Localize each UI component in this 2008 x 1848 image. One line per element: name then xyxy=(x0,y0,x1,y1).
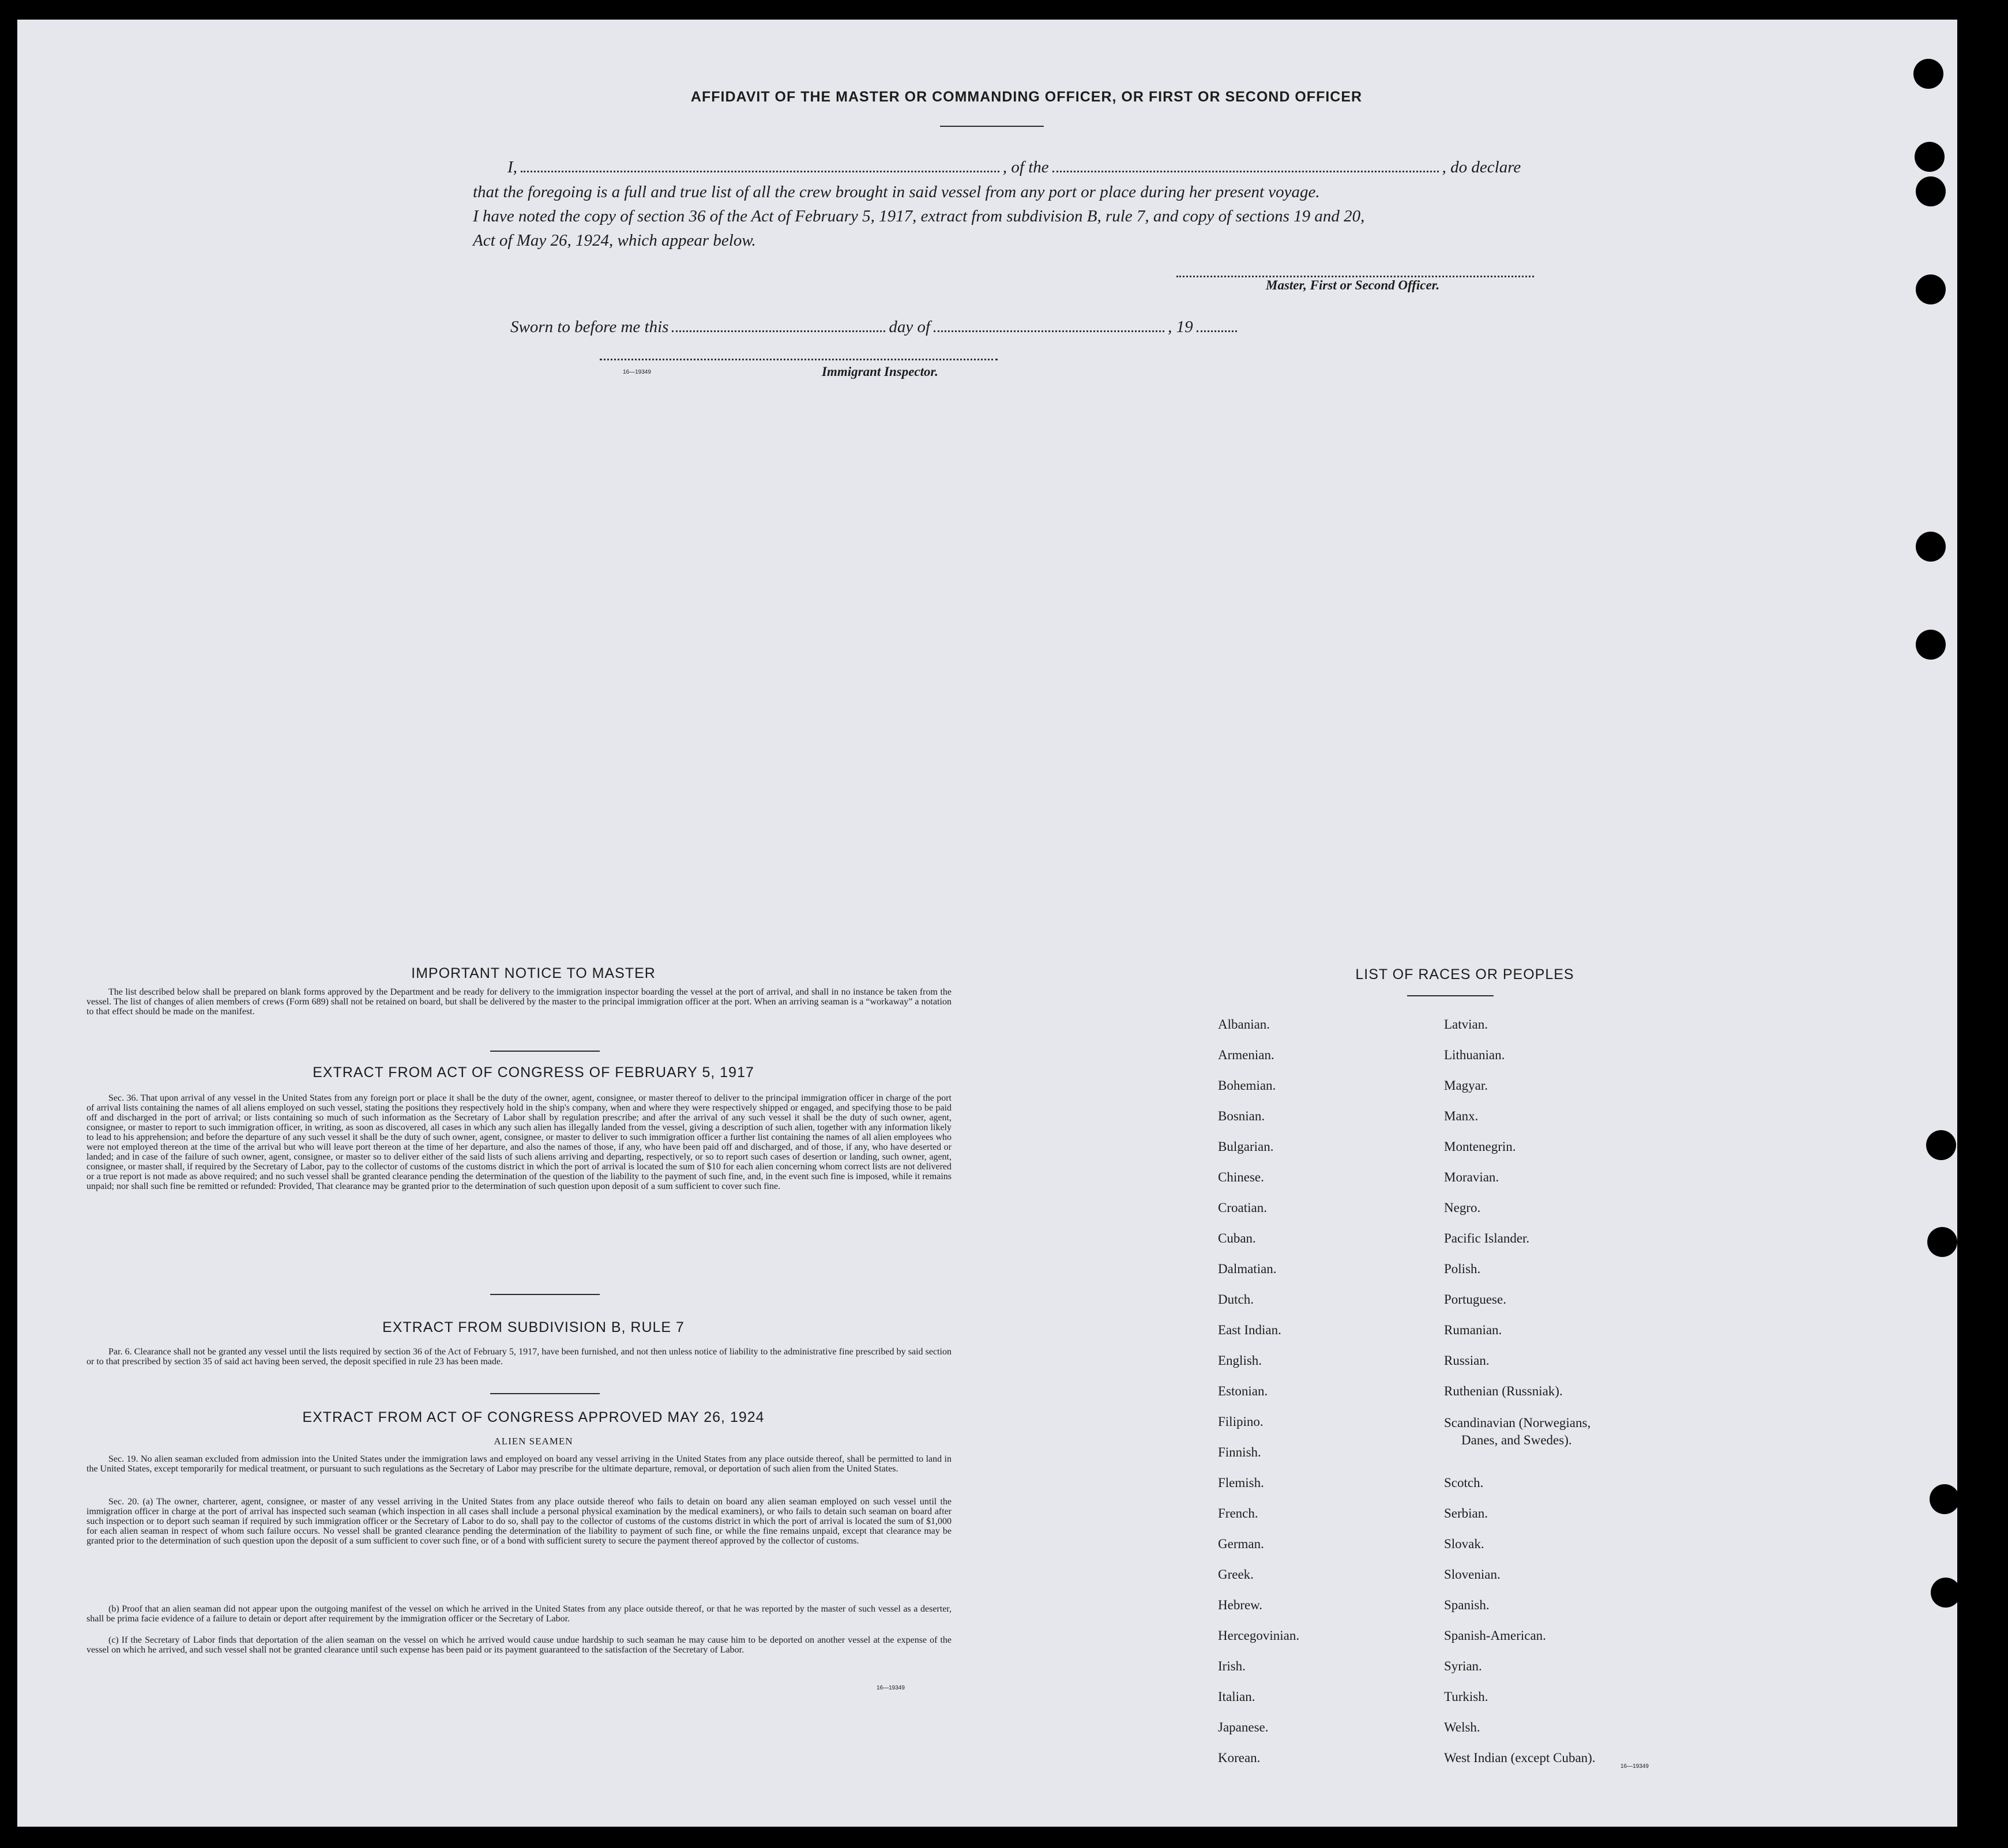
form-number-races: 16—19349 xyxy=(1620,1763,1649,1770)
race-item: Albanian. xyxy=(1218,1017,1270,1032)
extract-1917-title: EXTRACT FROM ACT OF CONGRESS OF FEBRUARY 5, 1917 xyxy=(313,1064,754,1081)
race-item: Manx. xyxy=(1444,1109,1479,1123)
notice-body: The list described below shall be prepared on blank forms approved by the Department and be ready for delivery to the immigration inspector boarding the vessel at the port of arrival, and shall in no instance be taken from the vessel. The list of changes of alien members of crews (Form 689) shall not be retained on board, but shall be delivered by the master to the principal immigration officer at the port. When an arriving seaman is a “workaway” a notation to that effect should be made on the manifest. xyxy=(87,987,952,1017)
form-sheet xyxy=(17,20,1957,1827)
race-item: Pacific Islander. xyxy=(1444,1231,1530,1245)
race-item: East Indian. xyxy=(1218,1323,1281,1337)
extract-rule7-title: EXTRACT FROM SUBDIVISION B, RULE 7 xyxy=(382,1319,685,1335)
alien-seamen-subtitle: ALIEN SEAMEN xyxy=(494,1436,573,1447)
race-item: Negro. xyxy=(1444,1200,1481,1215)
race-item: Scotch. xyxy=(1444,1476,1484,1490)
race-item: Latvian. xyxy=(1444,1017,1488,1032)
affidavit-line-4: Act of May 26, 1924, which appear below. xyxy=(473,231,756,250)
races-right-column xyxy=(1444,1009,1596,1773)
affidavit-of-the: , of the xyxy=(1002,158,1049,176)
vessel-blank[interactable] xyxy=(1052,171,1439,172)
affidavit-line-3: I have noted the copy of section 36 of the Act of February 5, 1917, extract from subdivision B, rule 7, and copy of sections 19 and 20, xyxy=(473,207,1365,225)
race-item: West Indian (except Cuban). xyxy=(1444,1751,1596,1765)
punch-hole xyxy=(1915,142,1945,172)
affidavit-line-2: that the foregoing is a full and true list of all the crew brought in said vessel from any port or place during her present voyage. xyxy=(473,183,1320,201)
race-item: Spanish-American. xyxy=(1444,1628,1546,1643)
race-item: Rumanian. xyxy=(1444,1323,1502,1337)
races-underline xyxy=(1407,995,1494,996)
race-item: Syrian. xyxy=(1444,1659,1482,1673)
punch-hole xyxy=(1927,1227,1957,1257)
name-blank[interactable] xyxy=(521,171,999,172)
notice-title: IMPORTANT NOTICE TO MASTER xyxy=(411,965,656,981)
month-blank[interactable] xyxy=(934,330,1164,332)
race-item: Polish. xyxy=(1444,1262,1481,1276)
race-item: Moravian. xyxy=(1444,1170,1499,1184)
race-item: Bohemian. xyxy=(1218,1078,1276,1093)
punch-hole xyxy=(1926,1130,1956,1160)
punch-hole xyxy=(1916,176,1946,206)
race-item: English. xyxy=(1218,1353,1262,1368)
title-underline xyxy=(940,126,1044,127)
punch-hole xyxy=(1913,59,1943,89)
divider-3 xyxy=(490,1393,600,1394)
race-item: Hebrew. xyxy=(1218,1598,1263,1612)
extract-1924-title: EXTRACT FROM ACT OF CONGRESS APPROVED MAY 26, 1924 xyxy=(302,1409,765,1425)
sworn-line xyxy=(510,315,1240,339)
race-item: Montenegrin. xyxy=(1444,1139,1516,1154)
form-number-extracts: 16—19349 xyxy=(877,1685,905,1691)
form-number-top: 16—19349 xyxy=(623,369,651,375)
race-item: Chinese. xyxy=(1218,1170,1264,1184)
race-item: Turkish. xyxy=(1444,1689,1488,1704)
affidavit-title: AFFIDAVIT OF THE MASTER OR COMMANDING OFFICER, OR FIRST OR SECOND OFFICER xyxy=(690,89,1363,105)
divider-1 xyxy=(490,1051,600,1052)
race-item: Italian. xyxy=(1218,1689,1255,1704)
race-item: German. xyxy=(1218,1537,1264,1551)
race-item: Serbian. xyxy=(1444,1506,1488,1520)
affidavit-declare: , do declare xyxy=(1442,158,1521,176)
race-item: Greek. xyxy=(1218,1567,1254,1582)
race-item: Lithuanian. xyxy=(1444,1048,1505,1062)
extract-1924-sec20c: (c) If the Secretary of Labor finds that deportation of the alien seaman on the vessel on which he arrived would cause undue hardship to such seaman he may cause him to be deported on another vessel at the expense of the vessel on which he arrived, and such vessel shall not be granted clearance until such expense has been paid or its payment guaranteed to the satisfaction of the Secretary of Labor. xyxy=(87,1635,952,1655)
affidavit-i: I, xyxy=(507,158,517,176)
race-item: Magyar. xyxy=(1444,1078,1488,1093)
punch-hole xyxy=(1930,1484,1960,1514)
sworn-day-of: day of xyxy=(889,318,931,336)
race-item: Spanish. xyxy=(1444,1598,1490,1612)
race-item: Filipino. xyxy=(1218,1414,1264,1429)
punch-hole xyxy=(1931,1578,1961,1608)
race-item: Ruthenian (Russniak). xyxy=(1444,1384,1563,1398)
punch-hole xyxy=(1916,274,1946,304)
extract-1924-sec19: Sec. 19. No alien seaman excluded from admission into the United States under the immigration laws and employed on board any vessel arriving in the United States from any place outside thereof, shall be permitted to land in the United States, except temporarily for medical treatment, or pursuant to such regulations as the Secretary of Labor may prescribe for the ultimate departure, removal, or deportation of such alien from the United States. xyxy=(87,1454,952,1474)
affidavit-line-1 xyxy=(507,155,1521,179)
race-item: Hercegovinian. xyxy=(1218,1628,1300,1643)
race-item: Japanese. xyxy=(1218,1720,1269,1734)
divider-2 xyxy=(490,1294,600,1295)
race-item: Cuban. xyxy=(1218,1231,1256,1245)
race-item: Estonian. xyxy=(1218,1384,1268,1398)
inspector-signature-line[interactable] xyxy=(600,359,998,360)
race-item: Welsh. xyxy=(1444,1720,1480,1734)
race-item: Korean. xyxy=(1218,1751,1261,1765)
race-item: Armenian. xyxy=(1218,1048,1274,1062)
race-item: Portuguese. xyxy=(1444,1292,1506,1307)
extract-1917-body: Sec. 36. That upon arrival of any vessel in the United States from any foreign port or place it shall be the duty of the owner, agent, consignee, or master thereof to deliver to the principal immigration officer in charge of the port of arrival lists containing the names of all aliens employed on such vessel, stating the positions they respectively hold in the ship's company, when and where they were respectively shipped or engaged, and specifying those to be paid off and discharged in the port of arrival; or lists containing so much of such information as the Secretary of Labor shall by regulation prescribe; and after the arrival of any such vessel it shall be the duty of such owner, agent, consignee, or master to report to such immigration officer, in writing, as soon as discovered, all cases in which any such alien has illegally landed from the vessel, giving a description of such alien, together with any information likely to lead to his apprehension; and before the departure of any such vessel it shall be the duty of such owner, agent, consignee, or master to deliver to such immigration officer a further list containing the names of all alien employees who were not employed thereon at the time of the arrival but who will leave port thereon at the time of her departure, and also the names of those, if any, who have been paid off and discharged, and of those, if any, who have deserted or landed; and in case of the failure of such owner, agent, consignee, or master so to deliver either of the said lists of such aliens arriving and departing, respectively, or so to report such cases of desertion or landing, such owner, agent, consignee, or master shall, if required by the Secretary of Labor, pay to the collector of customs of the customs district in which the port of arrival is located the sum of $10 for each alien concerning whom correct lists are not delivered or a true report is not made as above required; and no such vessel shall be granted clearance pending the determination of the question of the liability to the payment of such fine, and, in the event such fine is imposed, while it remains unpaid; nor shall such fine be remitted or refunded: Provided, That clearance may be granted prior to the determination of such question upon deposit of a sum sufficient to cover such fine. xyxy=(87,1093,952,1191)
punch-hole xyxy=(1916,532,1946,562)
race-item: Croatian. xyxy=(1218,1200,1267,1215)
master-signature-line[interactable] xyxy=(1176,276,1534,277)
extract-rule7-body: Par. 6. Clearance shall not be granted any vessel until the lists required by section 36 of the Act of February 5, 1917, have been furnished, and not then unless notice of liability to the administrative fine prescribed by said section or to that prescribed by section 35 of said act having been served, the deposit specified in rule 23 has been made. xyxy=(87,1347,952,1367)
inspector-label: Immigrant Inspector. xyxy=(822,364,938,379)
race-item: Scandinavian (Norwegians, xyxy=(1444,1416,1591,1430)
races-left-column xyxy=(1218,1009,1299,1773)
punch-hole xyxy=(1916,630,1946,660)
race-item: Dutch. xyxy=(1218,1292,1254,1307)
master-signature-label: Master, First or Second Officer. xyxy=(1266,278,1440,292)
race-item: Danes, and Swedes). xyxy=(1461,1433,1572,1447)
race-item: Slovak. xyxy=(1444,1537,1484,1551)
race-item: French. xyxy=(1218,1506,1258,1520)
race-item: Irish. xyxy=(1218,1659,1246,1673)
extract-1924-sec20b: (b) Proof that an alien seaman did not appear upon the outgoing manifest of the vessel on which he arrived in the United States from any place outside thereof, or that he was reported by the master of such vessel as a deserter, shall be prima facie evidence of a failure to detain or deport after requirement by the immigration officer or the Secretary of Labor. xyxy=(87,1604,952,1624)
race-item: Bulgarian. xyxy=(1218,1139,1274,1154)
sworn-prefix: Sworn to before me this xyxy=(510,318,669,336)
race-item: Finnish. xyxy=(1218,1445,1261,1459)
extract-1924-sec20a: Sec. 20. (a) The owner, charterer, agent, consignee, or master of any vessel arriving in the United States from any place outside thereof who fails to detain on board any alien seaman employed on such vessel until the immigration officer in charge at the port of arrival has inspected such seaman (which inspection in all cases shall include a personal physical examination by the medical examiners), or who fails to detain such seaman on board after such inspection or to deport such seaman if required by such immigration officer or the Secretary of Labor to do so, shall pay to the collector of customs of the customs district in which the port of arrival is located the sum of $1,000 for each alien seaman in respect of whom such failure occurs. No vessel shall be granted clearance pending the determination of the liability to payment of such fine, or while the fine remains unpaid, except that clearance may be granted prior to the determination of such question upon the deposit of a sum sufficient to cover such fine, or of a bond with sufficient surety to secure the payment thereof approved by the collector of customs. xyxy=(87,1497,952,1546)
race-item: Slovenian. xyxy=(1444,1567,1501,1582)
race-item: Russian. xyxy=(1444,1353,1490,1368)
race-item: Bosnian. xyxy=(1218,1109,1265,1123)
race-item: Dalmatian. xyxy=(1218,1262,1277,1276)
sworn-year: , 19 xyxy=(1168,318,1193,336)
races-title: LIST OF RACES OR PEOPLES xyxy=(1355,966,1574,983)
race-item: Flemish. xyxy=(1218,1476,1264,1490)
day-blank[interactable] xyxy=(672,330,885,332)
year-blank[interactable] xyxy=(1197,330,1237,332)
